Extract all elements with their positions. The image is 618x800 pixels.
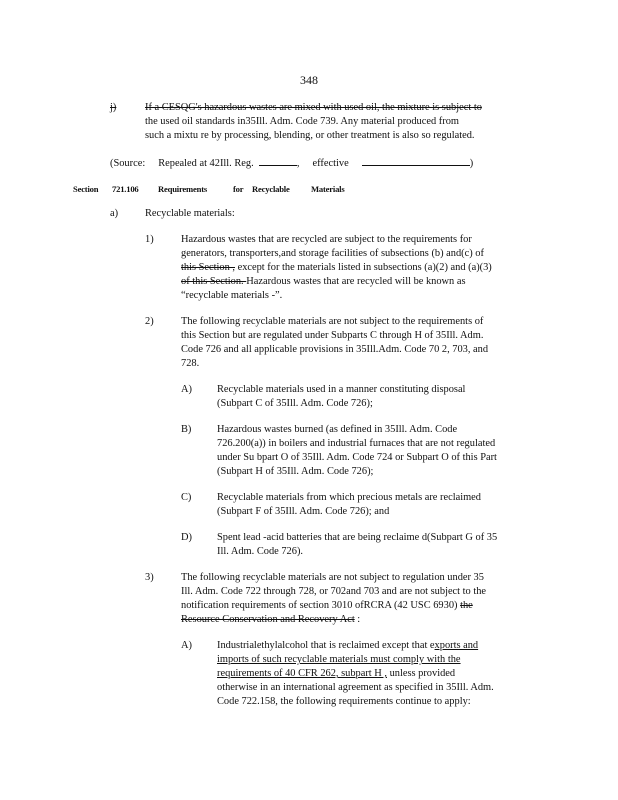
a3A-label: A) [181,640,192,651]
a2D-line-1: Spent lead -acid batteries that are being reclaime d(Subpart G of 35 [217,532,498,543]
source-effective: effective [312,158,349,169]
a1-line-1: Hazardous wastes that are recycled are subject to the requirements for [181,234,472,245]
a3-deleted-text: the [460,600,473,611]
source-note: (Source: Repealed at 42Ill. Reg. , effective ) [110,155,473,171]
section-label: Section [73,184,99,194]
a2B-label: B) [181,424,192,435]
a2C-label: C) [181,492,192,503]
a3A-inserted-text-3: requirements of 40 CFR 262, subpart H , [217,668,387,679]
a3-line-2: Ill. Adm. Code 722 through 728, or 702and 703 and are not subject to the [181,586,487,597]
para-j-label: j) [110,102,117,113]
section-number: 721.106 [112,184,139,194]
a2A-line-2: (Subpart C of 35Ill. Adm. Code 726); [217,398,373,409]
subsection-a-text: Recyclable materials: [145,208,235,219]
a2D-line-2: Ill. Adm. Code 726). [217,546,304,557]
source-open: (Source: [110,158,146,169]
a1-line-4: of this Section. Hazardous wastes that are recycled will be known as [181,276,466,287]
a3A-line-2 [217,653,461,667]
source-close: ) [469,158,474,169]
a3A-inserted-text: xports and [434,640,479,651]
a2C-line-2: (Subpart F of 35Ill. Adm. Code 726); and [217,506,390,517]
a2A-line-1: Recyclable materials used in a manner constituting disposal [217,384,466,395]
a3A-line-3: requirements of 40 CFR 262, subpart H , unless provided [217,668,456,679]
section-title-recyclable: Recyclable [252,184,290,194]
para-j-line-3: such a mixtu re by processing, blending, or other treatment is also so regulated. [145,130,475,141]
a3A-line-1: Industrialethylalcohol that is reclaimed except that exports and [217,640,479,651]
a3-line-1: The following recyclable materials are not subject to regulation under 35 [181,572,484,583]
source-text: Repealed at 42Ill. Reg. [158,158,254,169]
a3-label: 3) [145,572,154,583]
a2C-line-1: Recyclable materials from which precious metals are reclaimed [217,492,481,503]
para-j-line-2: the used oil standards in35Ill. Adm. Code 739. Any material produced from [145,116,459,127]
a2-label: 2) [145,316,154,327]
section-title-requirements: Requirements [158,184,207,194]
section-title-for: for [233,184,244,194]
a3A-line-4: otherwise in an international agreement as specified in 35Ill. Adm. [217,682,494,693]
a2D-label: D) [181,532,192,543]
a2-line-3: Code 726 and all applicable provisions in 35Ill.Adm. Code 70 2, 703, and [181,344,489,355]
a1-line-2: generators, transporters,and storage facilities of subsections (b) and(c) of [181,248,484,259]
a2-line-4: 728. [181,358,200,369]
source-effective-blank [362,155,470,166]
a3-line-4: Resource Conservation and Recovery Act : [181,614,361,625]
a1-deleted-text-2: of this Section. [181,276,247,287]
section-heading [0,182,618,196]
a1-line-3: this Section , except for the materials listed in subsections (a)(2) and (a)(3) [181,262,492,273]
a2B-line-2: 726.200(a)) in boilers and industrial furnaces that are not regulated [217,438,496,449]
a3-deleted-text-2: Resource Conservation and Recovery Act [181,614,355,625]
a2B-line-4: (Subpart H of 35Ill. Adm. Code 726); [217,466,374,477]
a2B-line-3: under Su bpart O of 35Ill. Adm. Code 724 or Subpart O of this Part [217,452,497,463]
a1-deleted-text: this Section , [181,262,235,273]
a3-line-3: notification requirements of section 3010 ofRCRA (42 USC 6930) the [181,600,473,611]
a2A-label: A) [181,384,192,395]
a2-line-1: The following recyclable materials are not subject to the requirements of [181,316,484,327]
a3A-line-5: Code 722.158, the following requirements continue to apply: [217,696,471,707]
a1-line-5: “recyclable materials -”. [181,290,283,301]
source-register-blank [259,155,297,166]
subsection-a-label: a) [110,208,119,219]
a2-line-2: this Section but are regulated under Subparts C through H of 35Ill. Adm. [181,330,484,341]
a3A-inserted-text-2: imports of such recyclable materials must comply with the [217,654,461,665]
a2B-line-1: Hazardous wastes burned (as defined in 35Ill. Adm. Code [217,424,458,435]
page-number: 348 [300,73,318,87]
section-title-materials: Materials [311,184,345,194]
para-j-line-1: If a CESQG's hazardous wastes are mixed with used oil, the mixture is subject to [145,102,482,113]
a1-label: 1) [145,234,154,245]
